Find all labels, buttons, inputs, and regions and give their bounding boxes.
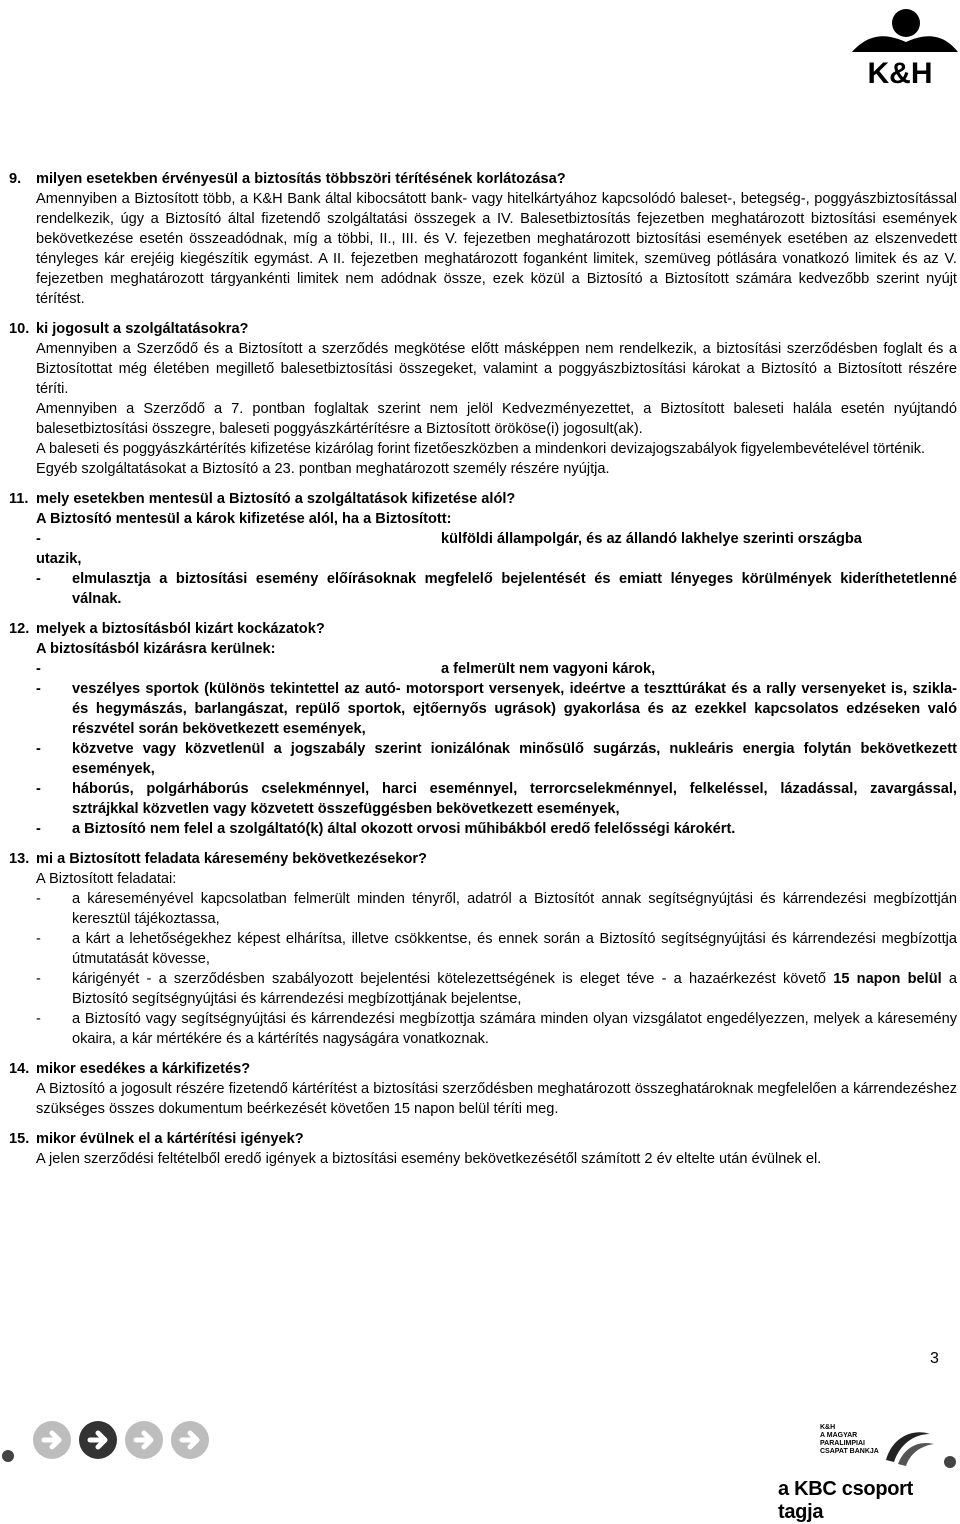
paralympic-line: CSAPAT BANKJA bbox=[820, 1448, 879, 1455]
list-item-text-pre: kárigényét - a szerződésben szabályozott bejelentési kötelezettségének is eleget téve - a hazaérkezést követő bbox=[72, 971, 834, 987]
question-number: 10. bbox=[9, 321, 30, 337]
section-15 bbox=[9, 1129, 957, 1169]
arrow-right-icon[interactable] bbox=[170, 1420, 210, 1460]
list-item bbox=[36, 889, 957, 929]
dash-bullet: - bbox=[36, 681, 41, 697]
list-item-text-post: a Biztosító segítségnyújtási és kárrendezési megbízottjának bejelentse, bbox=[72, 971, 958, 1007]
dash-bullet: - bbox=[36, 821, 41, 837]
list-item-continuation: utazik, bbox=[36, 551, 82, 567]
list-item-text: veszélyes sportok (különös tekintettel az autó- motorsport versenyek, ideértve a teszttúrákat és a rally versenyeket is, szikla- és hegymászás, barlangászat, repülő sportok, ejtőernyős ugrások) gyakorlása és az ezekkel kapcsolatos edzéseken való részvétel során bekövetkezett események, bbox=[72, 681, 957, 737]
paragraph: A jelen szerződési feltételből eredő igények a biztosítási esemény bekövetkezésétől számított 2 év eltelte után évülnek el. bbox=[36, 1151, 822, 1167]
paragraph: Amennyiben a Szerződő és a Biztosított a szerződés megkötése előtt másképpen nem rendelkezik, a biztosítási szerződésben foglalt és a Biztosítottat még életében megillető balesetbiztosítási összegeket, valamint a poggyászbiztosítási károkat a Biztosító a Biztosított részére téríti. bbox=[36, 341, 957, 397]
list-item bbox=[36, 529, 957, 549]
list-item bbox=[36, 929, 957, 969]
document-body bbox=[9, 169, 957, 1169]
arrow-right-icon[interactable] bbox=[78, 1420, 118, 1460]
small-dot-icon bbox=[944, 1456, 956, 1468]
section-11 bbox=[9, 489, 957, 609]
list-item-text: a Biztosító nem felel a szolgáltató(k) által okozott orvosi műhibákból eredő felelősségi károkért. bbox=[72, 821, 736, 837]
question-title: ki jogosult a szolgáltatásokra? bbox=[36, 321, 249, 337]
question-heading bbox=[9, 1059, 957, 1079]
list-item-text bbox=[72, 969, 957, 1009]
list-lead: A Biztosító mentesül a károk kifizetése alól, ha a Biztosított: bbox=[36, 511, 452, 527]
paralympic-line: PARALIMPIAI bbox=[820, 1440, 865, 1447]
paragraph: Amennyiben a Szerződő a 7. pontban foglaltak szerint nem jelöl Kedvezményezettet, a Biztosított baleseti halála esetén nyújtandó balesetbiztosítási összegre, baleseti poggyászkártérítésre a Biztosított örököse(i) jogosult(ak). bbox=[36, 401, 957, 437]
list-item bbox=[36, 659, 957, 679]
dash-bullet: - bbox=[36, 741, 41, 757]
paralympic-line: K&H bbox=[820, 1424, 836, 1431]
dash-bullet: - bbox=[36, 891, 41, 907]
list-lead: A Biztosított feladatai: bbox=[36, 871, 177, 887]
paralympic-logo-text bbox=[820, 1424, 879, 1456]
question-title: melyek a biztosításból kizárt kockázatok? bbox=[36, 621, 325, 637]
list-lead: A biztosításból kizárásra kerülnek: bbox=[36, 641, 276, 657]
question-title: mikor esedékes a kárkifizetés? bbox=[36, 1061, 251, 1077]
paragraph: Egyéb szolgáltatásokat a Biztosító a 23. pontban meghatározott személy részére nyújtja. bbox=[36, 461, 610, 477]
kh-logo bbox=[842, 6, 960, 92]
dash-bullet: - bbox=[36, 571, 41, 587]
paragraph: A baleseti és poggyászkártérítés kifizetése kizárólag forint fizetőeszközben a mindenkori devizajogszabályok figyelembevételével történik. bbox=[36, 441, 926, 457]
list-item bbox=[36, 969, 957, 1009]
paralympic-logo bbox=[820, 1420, 940, 1470]
list-item-text: a Biztosító vagy segítségnyújtási és kárrendezési megbízottja számára minden olyan vizsgálatot engedélyezzen, melyek a káresemény okaira, a kár mértékére és a kártérítés nagyságára vonatkoznak. bbox=[72, 1011, 957, 1047]
question-heading bbox=[9, 319, 957, 339]
section-13 bbox=[9, 849, 957, 1049]
section-14 bbox=[9, 1059, 957, 1119]
list-item bbox=[36, 739, 957, 779]
list-item bbox=[36, 679, 957, 739]
paragraph: A Biztosító a jogosult részére fizetendő kártérítést a biztosítási szerződésben meghatározott összeghatároknak megfelelően a kárrendezéshez szükséges összes dokumentum beérkezését követően 15 napon belül téríti meg. bbox=[36, 1081, 957, 1117]
list-item bbox=[36, 779, 957, 819]
question-number: 12. bbox=[9, 621, 30, 637]
dash-bullet: - bbox=[36, 1011, 41, 1027]
question-number: 9. bbox=[9, 171, 22, 187]
question-number: 15. bbox=[9, 1131, 30, 1147]
page-number: 3 bbox=[930, 1350, 939, 1367]
question-heading bbox=[9, 169, 957, 189]
question-number: 14. bbox=[9, 1061, 30, 1077]
list-item-text: a káreseményével kapcsolatban felmerült minden tényről, adatról a Biztosítót annak segítségnyújtási és kárrendezési megbízottján keresztül tájékoztassa, bbox=[72, 891, 957, 927]
question-heading bbox=[9, 489, 957, 509]
section-10 bbox=[9, 319, 957, 479]
dash-bullet: - bbox=[36, 971, 41, 987]
kbc-group-tagline: a KBC csoport tagja bbox=[778, 1478, 914, 1523]
question-number: 13. bbox=[9, 851, 30, 867]
question-title: mely esetekben mentesül a Biztosító a szolgáltatások kifizetése alól? bbox=[36, 491, 516, 507]
question-heading bbox=[9, 849, 957, 869]
arrow-right-icon[interactable] bbox=[124, 1420, 164, 1460]
list-item-text: közvetve vagy közvetlenül a jogszabály szerint ionizálónak minősülő sugárzás, nukleáris energia folytán bekövetkezett események, bbox=[72, 741, 957, 777]
paralympic-logo-icon bbox=[878, 1420, 942, 1468]
dash-bullet: - bbox=[36, 531, 41, 547]
section-9 bbox=[9, 169, 957, 309]
list-item-text: háborús, polgárháborús cselekménnyel, harci eseménnyel, terrorcselekménnyel, felkeléssel, lázadással, zavargással, sztrájkkal közvetlen vagy közvetett összefüggésben bekövetkezett események, bbox=[72, 781, 957, 817]
question-title: mikor évülnek el a kártérítési igények? bbox=[36, 1131, 304, 1147]
paragraph: Amennyiben a Biztosított több, a K&H Bank által kibocsátott bank- vagy hitelkártyához kapcsolódó baleset-, betegség-, poggyászbiztosítással rendelkezik, úgy a Biztosító által fizetendő szolgáltatási összegek a IV. Balesetbiztosítás fejezetben meghatározott biztosítási események bekövetkezése esetén összeadódnak, míg a többi, II., III. és V. fejezetben meghatározott biztosítási események esetében az elszenvedett tényleges kár erejéig kiegészítik egymást. A II. fejezetben meghatározott foganként limitek, szemüveg pótlására vonatkozó limitek és az V. fejezetben meghatározott tárgyankénti limitek nem adódnak össze, ezek közül a Biztosító a Biztosított számára kedvezőbb szerint nyújt térítést. bbox=[36, 191, 957, 307]
list-item bbox=[36, 1009, 957, 1049]
dash-bullet: - bbox=[36, 781, 41, 797]
question-title: milyen esetekben érvényesül a biztosítás többszöri térítésének korlátozása? bbox=[36, 171, 566, 187]
dash-bullet: - bbox=[36, 931, 41, 947]
arrow-right-icon[interactable] bbox=[32, 1420, 72, 1460]
kh-logo-icon bbox=[842, 6, 960, 58]
list-item bbox=[36, 819, 957, 839]
list-item-text: külföldi állampolgár, és az állandó lakhelye szerinti országba bbox=[441, 531, 862, 547]
paralympic-line: A MAGYAR bbox=[820, 1432, 858, 1439]
list-item-text: a kárt a lehetőségekhez képest elhárítsa, illetve csökkentse, és ennek során a Biztosító segítségnyújtási és kárrendezési megbízottja útmutatását kövesse, bbox=[72, 931, 957, 967]
deadline-emphasis: 15 napon belül bbox=[833, 971, 942, 987]
footer-arrows bbox=[0, 1420, 230, 1468]
small-dot-icon bbox=[2, 1450, 14, 1462]
list-item-text: a felmerült nem vagyoni károk, bbox=[441, 661, 656, 677]
dash-bullet: - bbox=[36, 661, 41, 677]
list-item-text: elmulasztja a biztosítási esemény előírásoknak megfelelő bejelentését és emiatt lényeges körülmények kideríthetetlenné válnak. bbox=[72, 571, 957, 607]
list-item bbox=[36, 569, 957, 609]
logo-text: K&H bbox=[867, 57, 933, 90]
section-12 bbox=[9, 619, 957, 839]
question-heading bbox=[9, 1129, 957, 1149]
question-heading bbox=[9, 619, 957, 639]
question-number: 11. bbox=[9, 491, 29, 507]
question-title: mi a Biztosított feladata káresemény bekövetkezésekor? bbox=[36, 851, 427, 867]
